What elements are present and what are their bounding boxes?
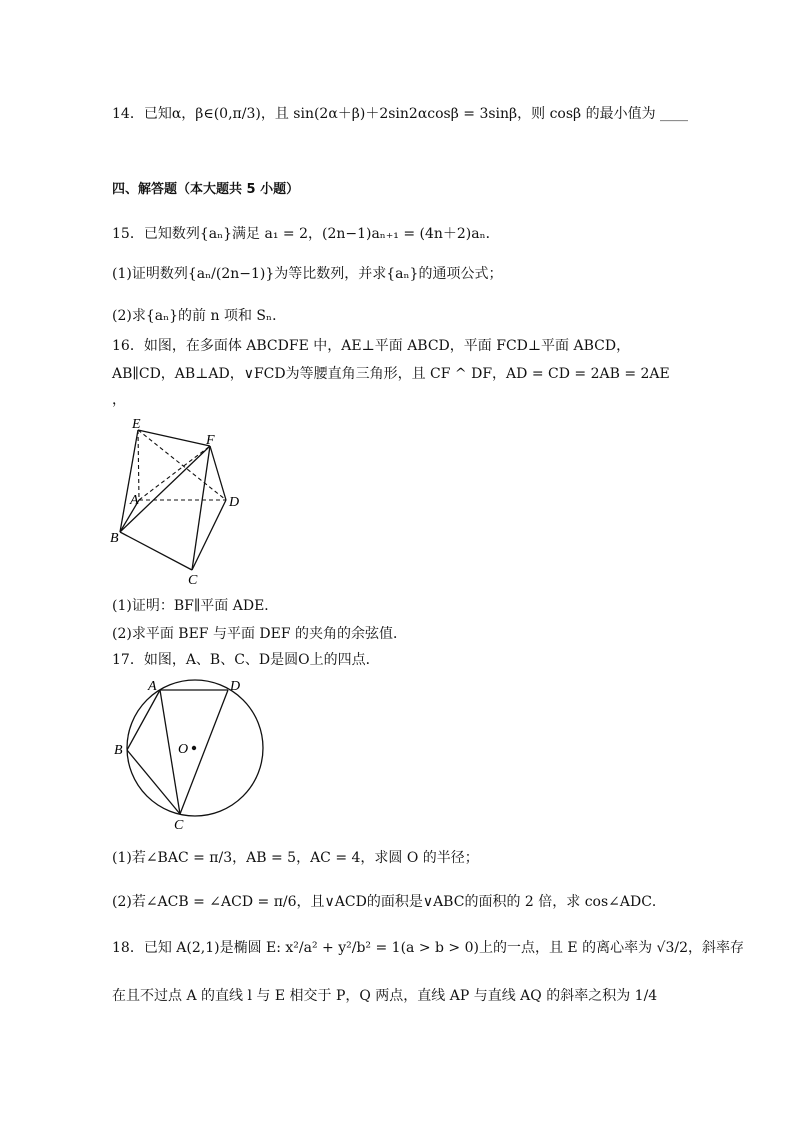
q16-stem-line2: AB∥CD，AB⊥AD，∨FCD为等腰直角三角形，且 CF ^ DF，AD = CD = 2AB = 2AE	[112, 366, 670, 382]
q17-stem: 17．如图，A、B、C、D是圆O上的四点．	[112, 652, 380, 668]
edge-EA	[138, 430, 139, 500]
q17-part1: (1)若∠BAC = π/3，AB = 5，AC = 4，求圆 O 的半径；	[112, 850, 479, 866]
q15-stem: 15．已知数列{aₙ}满足 a₁ = 2，(2n−1)aₙ₊₁ = (4n＋2)aₙ．	[112, 226, 500, 242]
label-O: O	[178, 742, 189, 757]
label-F: F	[206, 433, 215, 448]
edge-EF	[138, 430, 210, 446]
q16-part1: (1)证明：BF∥平面 ADE．	[112, 598, 279, 614]
label-B: B	[114, 743, 123, 758]
center-dot	[192, 746, 196, 750]
q15-part2: (2)求{aₙ}的前 n 项和 Sₙ．	[112, 308, 287, 324]
label-B: B	[110, 531, 119, 546]
q18-line1: 18．已知 A(2,1)是椭圆 E: x²/a² + y²/b² = 1(a > b > 0)上的一点，且 E 的离心率为 √3/2，斜率存	[112, 940, 744, 956]
chord-BC	[127, 750, 180, 814]
circle-figure	[110, 674, 270, 834]
q16-stem-line1: 16．如图，在多面体 ABCDFE 中，AE⊥平面 ABCD，平面 FCD⊥平面 ABCD，	[112, 338, 631, 354]
q16-part2: (2)求平面 BEF 与平面 DEF 的夹角的余弦值．	[112, 626, 408, 642]
label-D: D	[230, 679, 241, 694]
q16-stem-line3: ，	[112, 392, 126, 408]
q14-text: 14．已知α，β∈(0,π/3)，且 sin(2α＋β)＋2sin2αcosβ = 3sinβ，则 cosβ 的最小值为 ____	[112, 106, 689, 122]
edge-AF	[139, 446, 210, 500]
q18-line2: 在且不过点 A 的直线 l 与 E 相交于 P，Q 两点，直线 AP 与直线 AQ 的斜率之积为 1/4	[112, 988, 658, 1004]
section-heading: 四、解答题（本大题共 5 小题）	[112, 182, 300, 197]
q17-part2: (2)若∠ACB = ∠ACD = π/6，且∨ACD的面积是∨ABC的面积的 2 倍，求 cos∠ADC．	[112, 894, 666, 910]
label-A: A	[148, 679, 157, 694]
label-D: D	[229, 495, 240, 510]
chord-AB	[127, 690, 160, 750]
label-A: A	[130, 493, 139, 508]
label-C: C	[174, 818, 184, 833]
chord-AC	[160, 690, 180, 814]
label-C: C	[188, 573, 198, 586]
polyhedron-figure	[106, 416, 246, 586]
edge-FD	[210, 446, 226, 500]
q15-part1: (1)证明数列{aₙ/(2n−1)}为等比数列，并求{aₙ}的通项公式；	[112, 266, 503, 282]
edge-BC	[120, 532, 192, 570]
label-E: E	[132, 417, 141, 432]
